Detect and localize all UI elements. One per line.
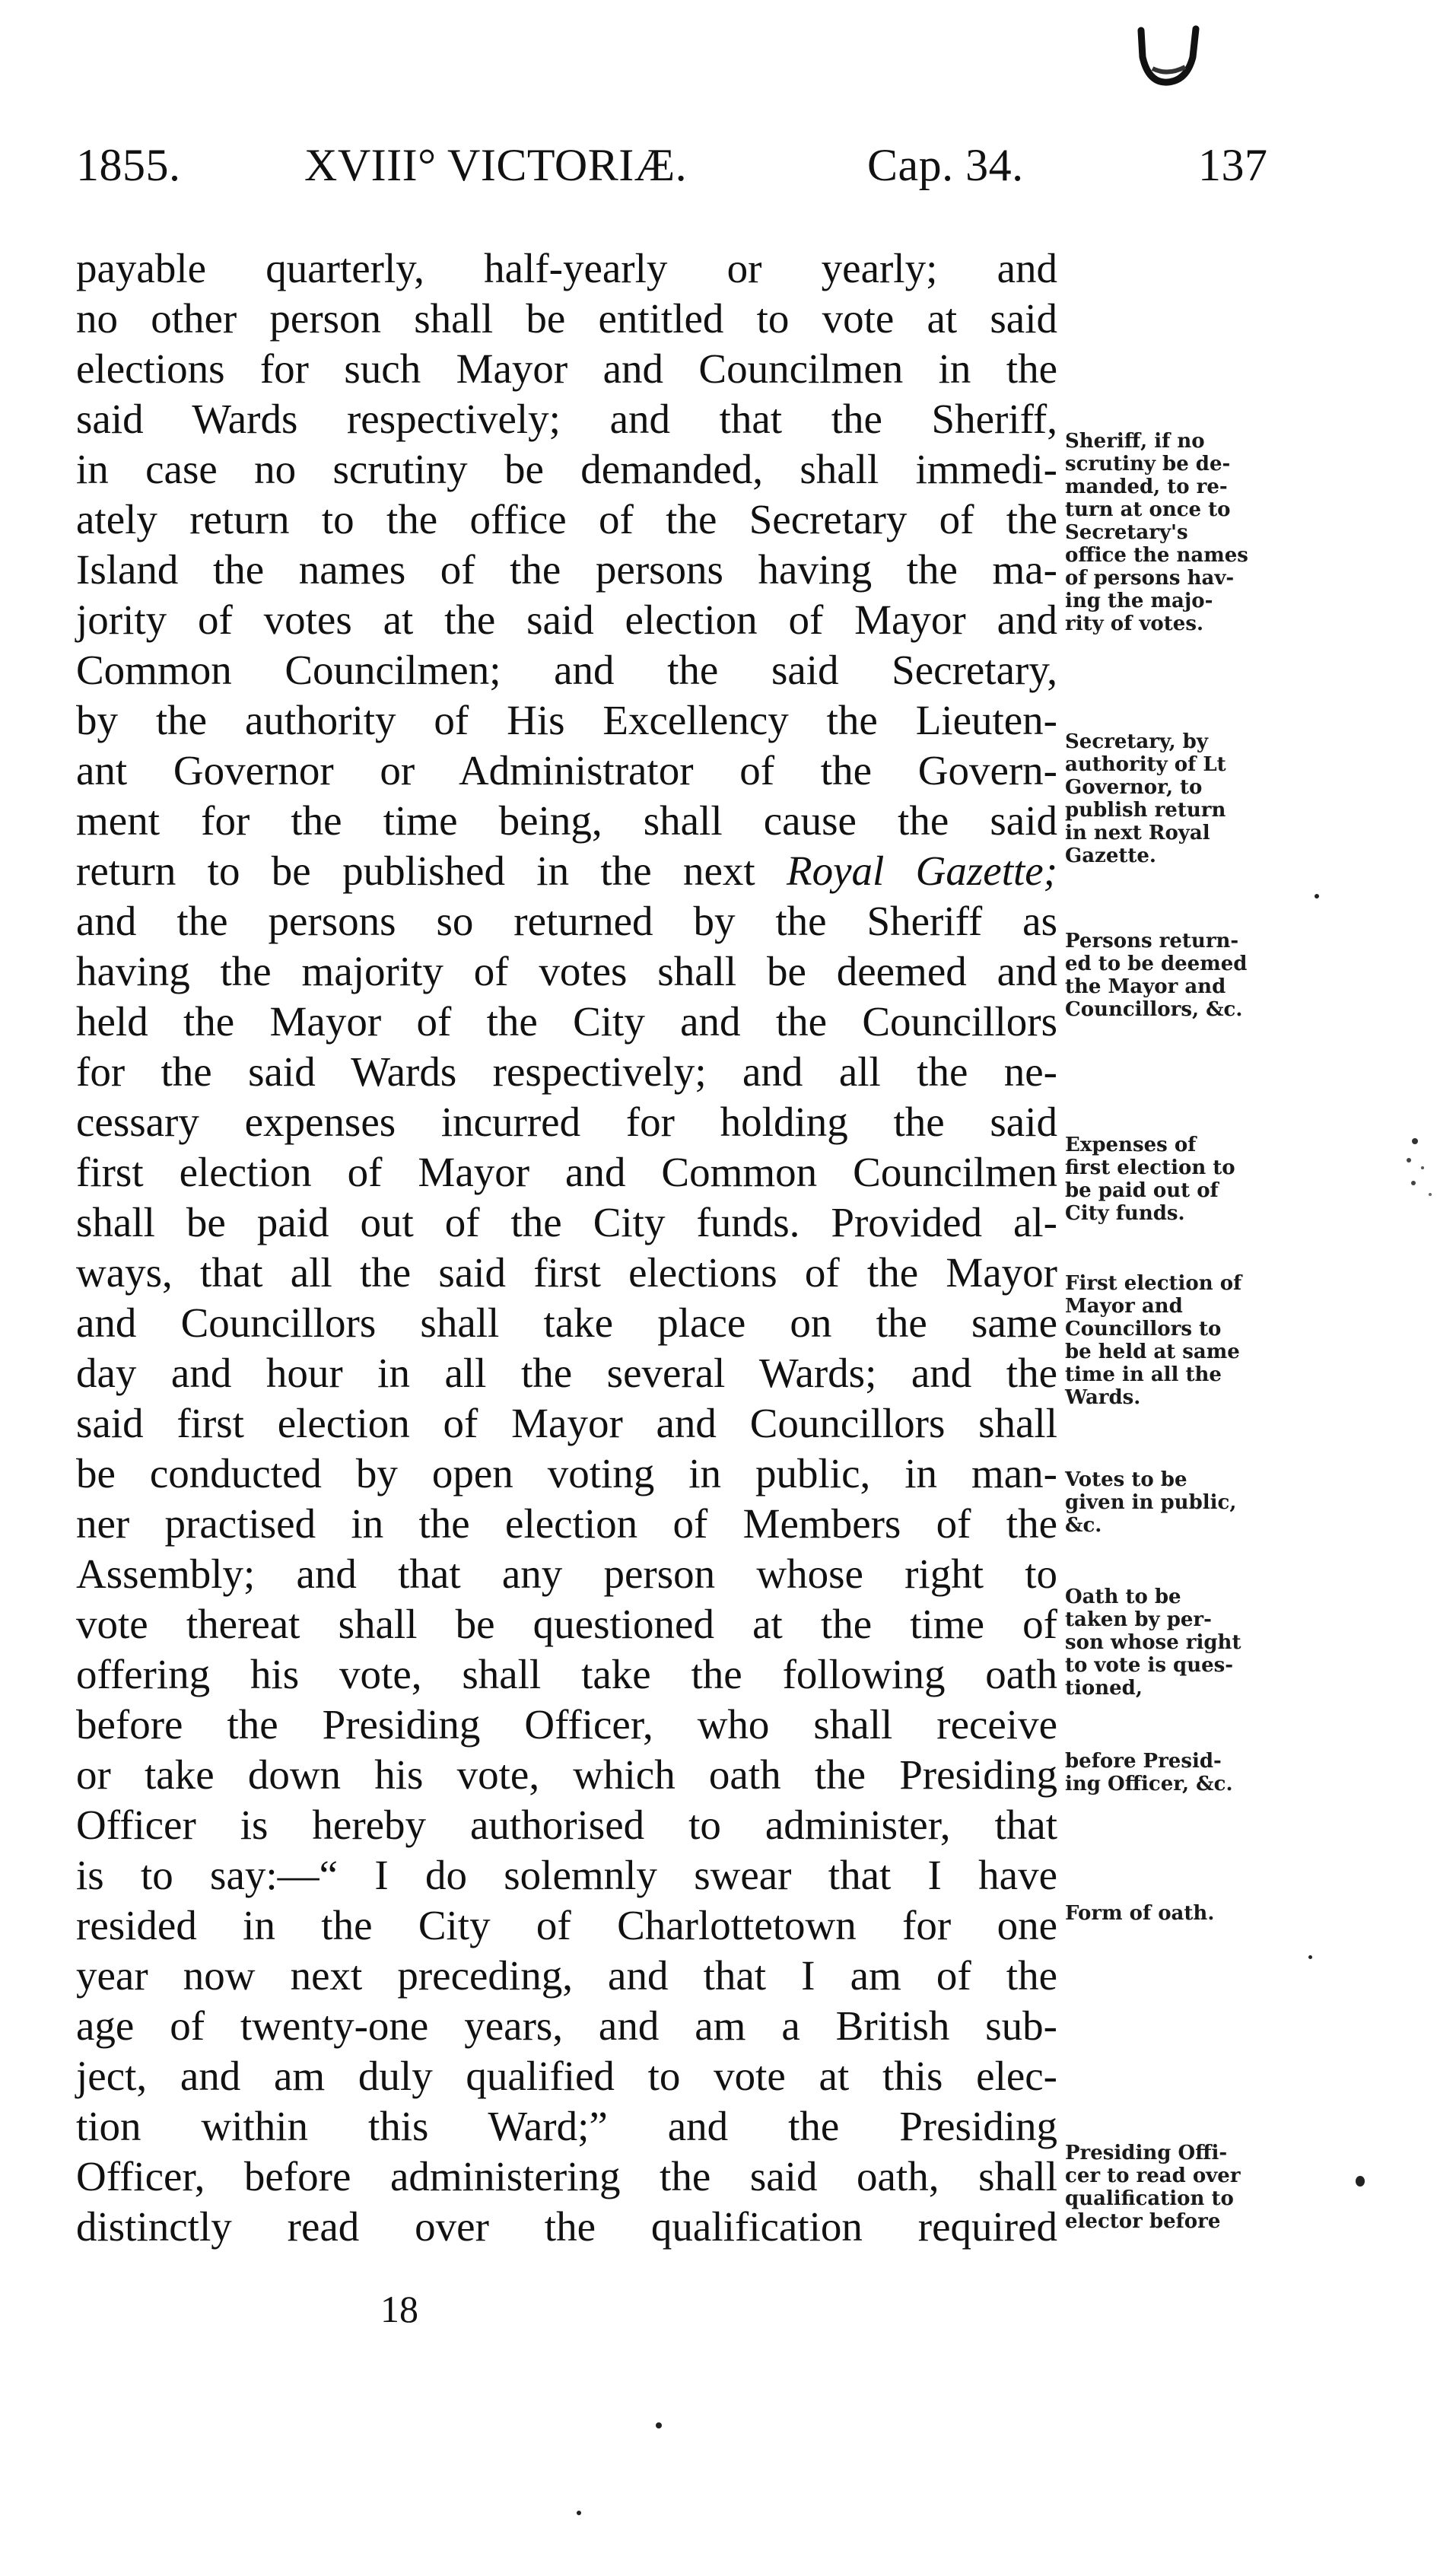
margin-note-persons-returned: Persons return- ed to be deemed the Mayor and Councillors, &c. bbox=[1065, 930, 1248, 1021]
body-line: and Councillors shall take place on the same bbox=[76, 1299, 1057, 1346]
margin-note-presiding-officer: Presiding Offi- cer to read over qualification to elector before bbox=[1065, 2142, 1241, 2233]
body-line: said Wards respectively; and that the Sheriff, bbox=[76, 396, 1057, 442]
margin-notes bbox=[1065, 0, 1308, 2554]
page-number: 137 bbox=[1198, 140, 1268, 190]
smudge-mark-icon bbox=[1392, 1126, 1445, 1210]
body-line: no other person shall be entitled to vote at said bbox=[76, 295, 1057, 342]
body-line: before the Presiding Officer, who shall receive bbox=[76, 1701, 1057, 1748]
body-line: tion within this Ward;” and the Presiding bbox=[76, 2103, 1057, 2149]
chapter-label: Cap. 34. bbox=[867, 140, 1024, 190]
margin-note-votes-public: Votes to be given in public, &c. bbox=[1065, 1468, 1237, 1537]
body-line: distinctly read over the qualification required bbox=[76, 2203, 1057, 2250]
body-line: for the said Wards respectively; and all the ne- bbox=[76, 1048, 1057, 1095]
body-line: Officer is hereby authorised to administer, that bbox=[76, 1802, 1057, 1848]
body-line: Assembly; and that any person whose right to bbox=[76, 1551, 1057, 1597]
speck-dot bbox=[1315, 894, 1319, 899]
body-line: and the persons so returned by the Sheriff as bbox=[76, 898, 1057, 944]
body-line: shall be paid out of the City funds. Provided al- bbox=[76, 1199, 1057, 1245]
body-line: Common Councilmen; and the said Secretary, bbox=[76, 647, 1057, 693]
speck-dot bbox=[656, 2422, 662, 2428]
body-line: jority of votes at the said election of Mayor and bbox=[76, 596, 1057, 643]
body-line: ject, and am duly qualified to vote at this elec- bbox=[76, 2053, 1057, 2099]
margin-note-before-officer: before Presid- ing Officer, &c. bbox=[1065, 1750, 1233, 1795]
body-line: payable quarterly, half-yearly or yearly; and bbox=[76, 245, 1057, 291]
margin-note-secretary: Secretary, by authority of Lt Governor, to publish return in next Royal Gazette. bbox=[1065, 730, 1226, 867]
body-line: resided in the City of Charlottetown for one bbox=[76, 1902, 1057, 1948]
body-line: ment for the time being, shall cause the said bbox=[76, 797, 1057, 844]
body-line: Officer, before administering the said oath, shall bbox=[76, 2153, 1057, 2199]
signature-number: 18 bbox=[380, 2288, 418, 2330]
body-line: year now next preceding, and that I am of the bbox=[76, 1952, 1057, 1999]
body-line: held the Mayor of the City and the Councillors bbox=[76, 998, 1057, 1045]
body-line: said first election of Mayor and Councillors shall bbox=[76, 1400, 1057, 1446]
reign-label: XVIII° VICTORIÆ. bbox=[304, 140, 688, 190]
body-line: offering his vote, shall take the following oath bbox=[76, 1651, 1057, 1697]
italic-gazette: Royal Gazette; bbox=[787, 848, 1057, 894]
body-line: by the authority of His Excellency the Lieuten- bbox=[76, 697, 1057, 743]
signature-mark bbox=[76, 2282, 418, 2336]
speck-dot bbox=[577, 2511, 581, 2515]
speck-dot bbox=[1356, 2176, 1365, 2187]
body-line: first election of Mayor and Common Councilmen bbox=[76, 1149, 1057, 1195]
body-line-text: return to be published in the next bbox=[76, 848, 755, 894]
body-line: in case no scrutiny be demanded, shall immedi- bbox=[76, 446, 1057, 492]
body-line: elections for such Mayor and Councilmen in the bbox=[76, 345, 1057, 392]
body-line: ner practised in the election of Members of the bbox=[76, 1500, 1057, 1547]
margin-note-oath: Oath to be taken by per- son whose right to vote is ques- tioned, bbox=[1065, 1586, 1241, 1700]
speck-dot bbox=[1308, 1955, 1312, 1959]
body-line: having the majority of votes shall be deemed and bbox=[76, 948, 1057, 994]
body-text bbox=[76, 243, 1057, 2252]
body-line: ways, that all the said first elections of the Mayor bbox=[76, 1249, 1057, 1296]
body-line: or take down his vote, which oath the Presiding bbox=[76, 1751, 1057, 1798]
margin-note-form-of-oath: Form of oath. bbox=[1065, 1902, 1215, 1925]
year-label: 1855. bbox=[76, 140, 181, 190]
margin-note-expenses: Expenses of first election to be paid out of City funds. bbox=[1065, 1134, 1235, 1225]
body-line: cessary expenses incurred for holding the said bbox=[76, 1099, 1057, 1145]
body-line: ant Governor or Administrator of the Govern- bbox=[76, 747, 1057, 794]
margin-note-first-election: First election of Mayor and Councillors to be held at same time in all the Wards. bbox=[1065, 1272, 1242, 1409]
body-line: Island the names of the persons having the ma- bbox=[76, 546, 1057, 593]
body-line: age of twenty-one years, and am a British sub- bbox=[76, 2002, 1057, 2049]
body-line-with-italic bbox=[76, 846, 1057, 896]
body-line: be conducted by open voting in public, in man- bbox=[76, 1450, 1057, 1496]
body-line: ately return to the office of the Secretary of the bbox=[76, 496, 1057, 542]
body-line: vote thereat shall be questioned at the time of bbox=[76, 1601, 1057, 1647]
margin-note-sheriff: Sheriff, if no scrutiny be de- manded, to re- turn at once to Secretary's office the names of persons hav- ing the majo- rity of votes. bbox=[1065, 430, 1248, 635]
body-line: is to say:—“ I do solemnly swear that I have bbox=[76, 1852, 1057, 1898]
body-line: day and hour in all the several Wards; and the bbox=[76, 1350, 1057, 1396]
